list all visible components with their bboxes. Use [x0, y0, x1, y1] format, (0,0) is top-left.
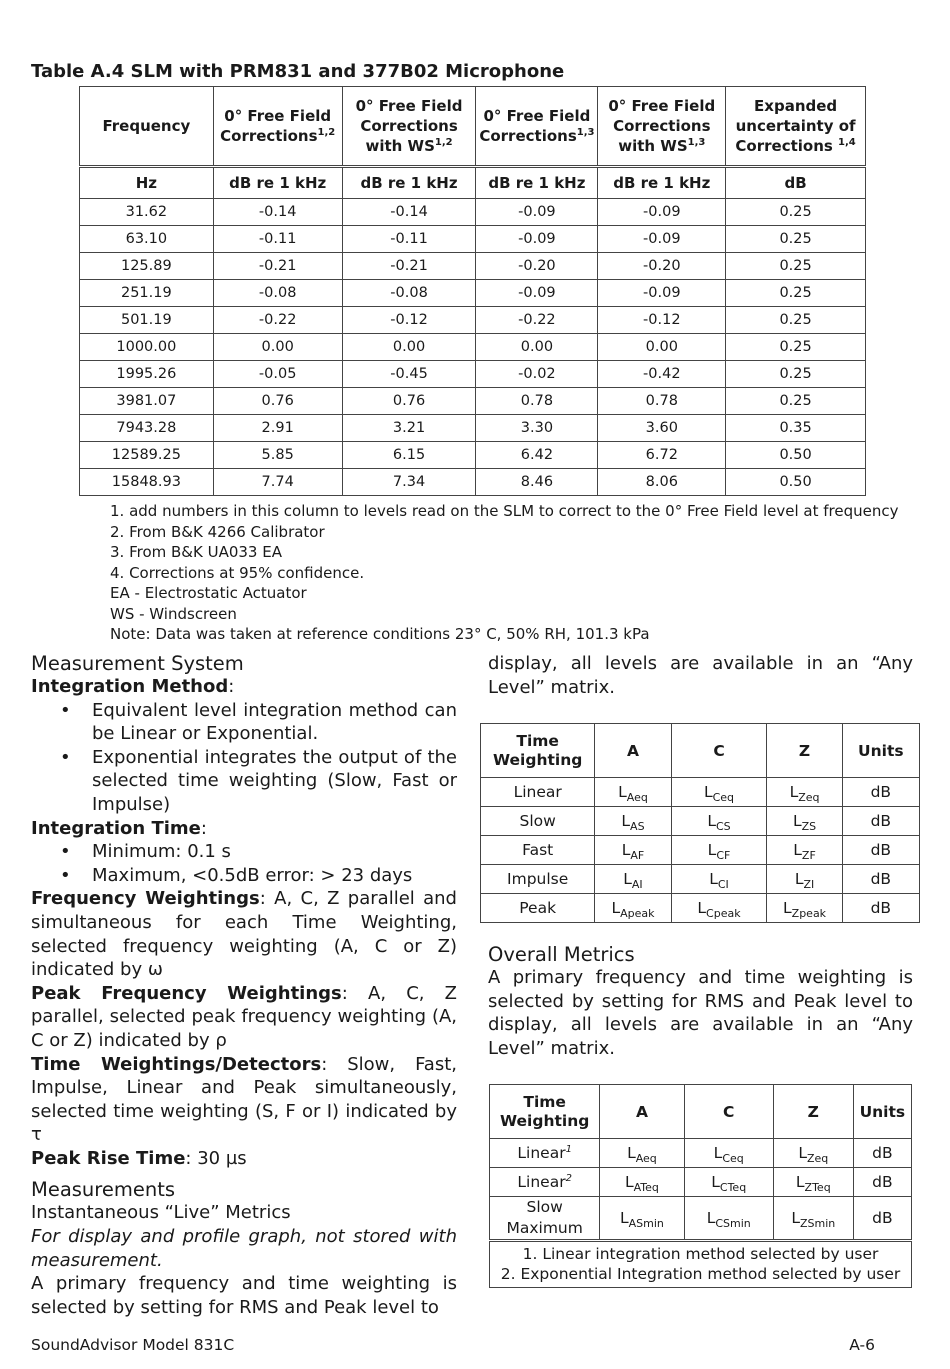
integration-time-heading: Integration Time:: [31, 817, 207, 839]
primary-text: A primary frequency and time weighting is selected by setting for RMS and Peak level to: [31, 1273, 457, 1318]
header-a: A: [595, 724, 671, 778]
unit-cell: dB re 1 kHz: [598, 167, 726, 199]
a-weighted-metric: $L_{ATeq}$: [600, 1168, 684, 1197]
list-item: • Minimum: 0.1 s: [31, 840, 457, 864]
z-weighted-metric: $L_{ZI}$: [767, 865, 842, 894]
table-row: [80, 469, 866, 496]
table-cell: 0.35: [726, 415, 866, 442]
table-cell: 3.30: [476, 415, 598, 442]
table-cell: -0.20: [476, 253, 598, 280]
c-weighted-metric: $L_{CS}$: [671, 807, 767, 836]
unit-cell: dB: [853, 1139, 911, 1168]
row-label: Slow: [481, 807, 595, 836]
table-cell: 1995.26: [80, 361, 214, 388]
unit-cell: dB: [853, 1197, 911, 1241]
header-ff-corrections-13: 0° Free Field Corrections$^{1,3}$: [476, 87, 598, 167]
row-label: Linear: [481, 778, 595, 807]
table-cell: -0.09: [598, 199, 726, 226]
table-cell: -0.21: [342, 253, 476, 280]
a-weighted-metric: $L_{AF}$: [595, 836, 671, 865]
frequency-weightings: Frequency Weightings: A, C, Z parallel and simultaneous for each Time Weighting, selected frequency weighting (A, C or Z) indicated by ω: [31, 888, 457, 981]
table-cell: -0.09: [476, 199, 598, 226]
unit-cell: dB re 1 kHz: [213, 167, 342, 199]
c-weighted-metric: $L_{CSmin}$: [684, 1197, 773, 1241]
integration-method-heading: Integration Method:: [31, 676, 235, 697]
table-cell: -0.22: [213, 307, 342, 334]
z-weighted-metric: $L_{Zpeak}$: [767, 894, 842, 923]
table-cell: 0.25: [726, 226, 866, 253]
footnote: Note: Data was taken at reference conditions 23° C, 50% RH, 101.3 kPa: [110, 625, 650, 643]
table-cell: 8.06: [598, 469, 726, 496]
table-cell: 2.91: [213, 415, 342, 442]
table-cell: 125.89: [80, 253, 214, 280]
table-cell: -0.45: [342, 361, 476, 388]
overall-metrics-heading: Overall Metrics: [488, 943, 635, 966]
table-note: 2. Exponential Integration method selected by user: [500, 1265, 901, 1283]
table-cell: 6.15: [342, 442, 476, 469]
units-row: [80, 167, 866, 199]
table-cell: 501.19: [80, 307, 214, 334]
table-row: [490, 1168, 912, 1197]
unit-cell: dB: [842, 894, 919, 923]
table-cell: 0.50: [726, 469, 866, 496]
table-cell: -0.08: [342, 280, 476, 307]
table-cell: 7.34: [342, 469, 476, 496]
row-label: Fast: [481, 836, 595, 865]
instantaneous-metrics: Instantaneous “Live” Metrics: [31, 1202, 291, 1224]
continuation-text: display, all levels are available in an “Any Level” matrix.: [488, 653, 913, 698]
table-cell: -0.09: [476, 280, 598, 307]
table-cell: -0.09: [598, 280, 726, 307]
table-cell: 0.25: [726, 361, 866, 388]
table-cell: 8.46: [476, 469, 598, 496]
measurements-heading: Measurements: [31, 1178, 176, 1202]
table-row: [481, 807, 920, 836]
table-cell: 1000.00: [80, 334, 214, 361]
overall-metrics-text: A primary frequency and time weighting is selected by setting for RMS and Peak level to display, all levels are available in an “Any Level” matrix.: [488, 967, 913, 1059]
row-label: Linear$^1$: [490, 1139, 600, 1168]
header-ff-ws-13: 0° Free Field Corrections with WS$^{1,3}$: [598, 87, 726, 167]
table-row: [80, 442, 866, 469]
table-cell: 0.25: [726, 199, 866, 226]
header-z: Z: [767, 724, 842, 778]
table-cell: 0.25: [726, 307, 866, 334]
z-weighted-metric: $L_{ZSmin}$: [773, 1197, 853, 1241]
table-cell: 251.19: [80, 280, 214, 307]
table-row: [80, 307, 866, 334]
table-cell: 3.21: [342, 415, 476, 442]
z-weighted-metric: $L_{Zeq}$: [767, 778, 842, 807]
table-cell: 3.60: [598, 415, 726, 442]
table-cell: 5.85: [213, 442, 342, 469]
table-cell: 12589.25: [80, 442, 214, 469]
header-ff-ws-12: 0° Free Field Corrections with WS$^{1,2}$: [342, 87, 476, 167]
table-cell: 3981.07: [80, 388, 214, 415]
unit-cell: dB re 1 kHz: [476, 167, 598, 199]
list-item: • Equivalent level integration method can be Linear or Exponential.: [31, 699, 457, 746]
footnote: 3. From B&K UA033 EA: [110, 543, 282, 561]
table-cell: -0.12: [598, 307, 726, 334]
overall-metrics-table: [489, 1084, 912, 1288]
unit-cell: dB: [842, 807, 919, 836]
table-cell: -0.02: [476, 361, 598, 388]
table-cell: -0.09: [598, 226, 726, 253]
integration-time-list: [31, 840, 457, 887]
table-row: [80, 280, 866, 307]
table-cell: -0.22: [476, 307, 598, 334]
table-note: 1. Linear integration method selected by user: [522, 1245, 879, 1263]
c-weighted-metric: $L_{Ceq}$: [671, 778, 767, 807]
table-row: [481, 836, 920, 865]
table-cell: 31.62: [80, 199, 214, 226]
corrections-table: [79, 86, 866, 496]
header-frequency: Frequency: [80, 87, 214, 167]
table-cell: -0.12: [342, 307, 476, 334]
table-cell: 0.76: [342, 388, 476, 415]
table-row: [80, 199, 866, 226]
header-c: C: [684, 1085, 773, 1139]
a-weighted-metric: $L_{Apeak}$: [595, 894, 671, 923]
table-row: [481, 865, 920, 894]
table-cell: 0.00: [342, 334, 476, 361]
table-cell: 6.42: [476, 442, 598, 469]
table-row: [80, 388, 866, 415]
a-weighted-metric: $L_{AI}$: [595, 865, 671, 894]
header-time-weighting: Time Weighting: [490, 1085, 600, 1139]
table-cell: 0.78: [598, 388, 726, 415]
table-cell: -0.14: [342, 199, 476, 226]
table-cell: -0.09: [476, 226, 598, 253]
table-row: [490, 1139, 912, 1168]
unit-cell: dB: [726, 167, 866, 199]
table-cell: 6.72: [598, 442, 726, 469]
c-weighted-metric: $L_{CI}$: [671, 865, 767, 894]
table-cell: 7.74: [213, 469, 342, 496]
unit-cell: dB: [842, 778, 919, 807]
z-weighted-metric: $L_{Zeq}$: [773, 1139, 853, 1168]
header-units: Units: [853, 1085, 911, 1139]
table-cell: 0.25: [726, 280, 866, 307]
row-label: Impulse: [481, 865, 595, 894]
table-cell: -0.14: [213, 199, 342, 226]
table-cell: 0.78: [476, 388, 598, 415]
table-cell: -0.11: [213, 226, 342, 253]
c-weighted-metric: $L_{CF}$: [671, 836, 767, 865]
live-metrics-table: [480, 723, 920, 923]
list-item: • Maximum, <0.5dB error: > 23 days: [31, 864, 457, 888]
table-cell: 0.00: [598, 334, 726, 361]
header-row: [490, 1085, 912, 1139]
header-units: Units: [842, 724, 919, 778]
row-label: Peak: [481, 894, 595, 923]
table-row: [481, 778, 920, 807]
table-cell: -0.21: [213, 253, 342, 280]
footnote: WS - Windscreen: [110, 604, 237, 623]
unit-cell: dB re 1 kHz: [342, 167, 476, 199]
left-column: [31, 652, 457, 1319]
table-row: [80, 334, 866, 361]
unit-cell: dB: [853, 1168, 911, 1197]
integration-method-list: [31, 699, 457, 817]
measurement-system-heading: Measurement System: [31, 652, 244, 675]
table-cell: 63.10: [80, 226, 214, 253]
footnote: 1. add numbers in this column to levels read on the SLM to correct to the 0° Free Field level at frequency: [110, 502, 899, 520]
peak-rise-time: Peak Rise Time: 30 µs: [31, 1147, 247, 1169]
header-c: C: [671, 724, 767, 778]
table-row: [80, 361, 866, 388]
footnote: EA - Electrostatic Actuator: [110, 584, 307, 602]
notes-row: [490, 1241, 912, 1288]
table-cell: 0.00: [213, 334, 342, 361]
table-row: [80, 253, 866, 280]
unit-cell: dB: [842, 836, 919, 865]
row-label: Slow Maximum: [490, 1197, 600, 1241]
table-cell: 15848.93: [80, 469, 214, 496]
unit-cell: Hz: [80, 167, 214, 199]
table-cell: 0.25: [726, 388, 866, 415]
table-row: [481, 894, 920, 923]
row-label: Linear$^2$: [490, 1168, 600, 1197]
table-cell: 0.25: [726, 253, 866, 280]
footer-model: SoundAdvisor Model 831C: [31, 1336, 235, 1354]
footnotes: [110, 501, 898, 645]
table-cell: -0.05: [213, 361, 342, 388]
footer-page-number: A-6: [849, 1336, 875, 1354]
time-weightings: Time Weightings/Detectors: Slow, Fast, Impulse, Linear and Peak simultaneously, selected time weighting (S, F or I) indicated by τ: [31, 1053, 457, 1146]
header-time-weighting: Time Weighting: [481, 724, 595, 778]
header-z: Z: [773, 1085, 853, 1139]
table-row: [80, 415, 866, 442]
table-cell: -0.20: [598, 253, 726, 280]
z-weighted-metric: $L_{ZS}$: [767, 807, 842, 836]
table-cell: 0.50: [726, 442, 866, 469]
z-weighted-metric: $L_{ZTeq}$: [773, 1168, 853, 1197]
table-row: [490, 1197, 912, 1241]
header-row: [80, 87, 866, 167]
header-a: A: [600, 1085, 684, 1139]
table-title: Table A.4 SLM with PRM831 and 377B02 Microphone: [31, 61, 565, 82]
peak-frequency-weightings: Peak Frequency Weightings: A, C, Z parallel, selected peak frequency weighting (A, C or Z) indicated by ρ: [31, 982, 457, 1051]
table-cell: -0.42: [598, 361, 726, 388]
list-item: • Exponential integrates the output of the selected time weighting (Slow, Fast or Impulse): [31, 746, 457, 817]
c-weighted-metric: $L_{Cpeak}$: [671, 894, 767, 923]
unit-cell: dB: [842, 865, 919, 894]
footnote: 4. Corrections at 95% confidence.: [110, 563, 365, 582]
c-weighted-metric: $L_{CTeq}$: [684, 1168, 773, 1197]
a-weighted-metric: $L_{Aeq}$: [595, 778, 671, 807]
a-weighted-metric: $L_{Aeq}$: [600, 1139, 684, 1168]
a-weighted-metric: $L_{AS}$: [595, 807, 671, 836]
table-cell: 0.00: [476, 334, 598, 361]
notes-cell: [490, 1241, 912, 1288]
a-weighted-metric: $L_{ASmin}$: [600, 1197, 684, 1241]
display-note: For display and profile graph, not stored with measurement.: [31, 1226, 457, 1271]
table-cell: -0.08: [213, 280, 342, 307]
table-cell: -0.11: [342, 226, 476, 253]
table-row: [80, 226, 866, 253]
table-cell: 7943.28: [80, 415, 214, 442]
header-row: [481, 724, 920, 778]
footnote: 2. From B&K 4266 Calibrator: [110, 522, 325, 541]
table-cell: 0.76: [213, 388, 342, 415]
header-ff-corrections-12: 0° Free Field Corrections$^{1,2}$: [213, 87, 342, 167]
c-weighted-metric: $L_{Ceq}$: [684, 1139, 773, 1168]
table-cell: 0.25: [726, 334, 866, 361]
header-uncertainty: Expanded uncertainty of Corrections $^{1,4}$: [726, 87, 866, 167]
z-weighted-metric: $L_{ZF}$: [767, 836, 842, 865]
